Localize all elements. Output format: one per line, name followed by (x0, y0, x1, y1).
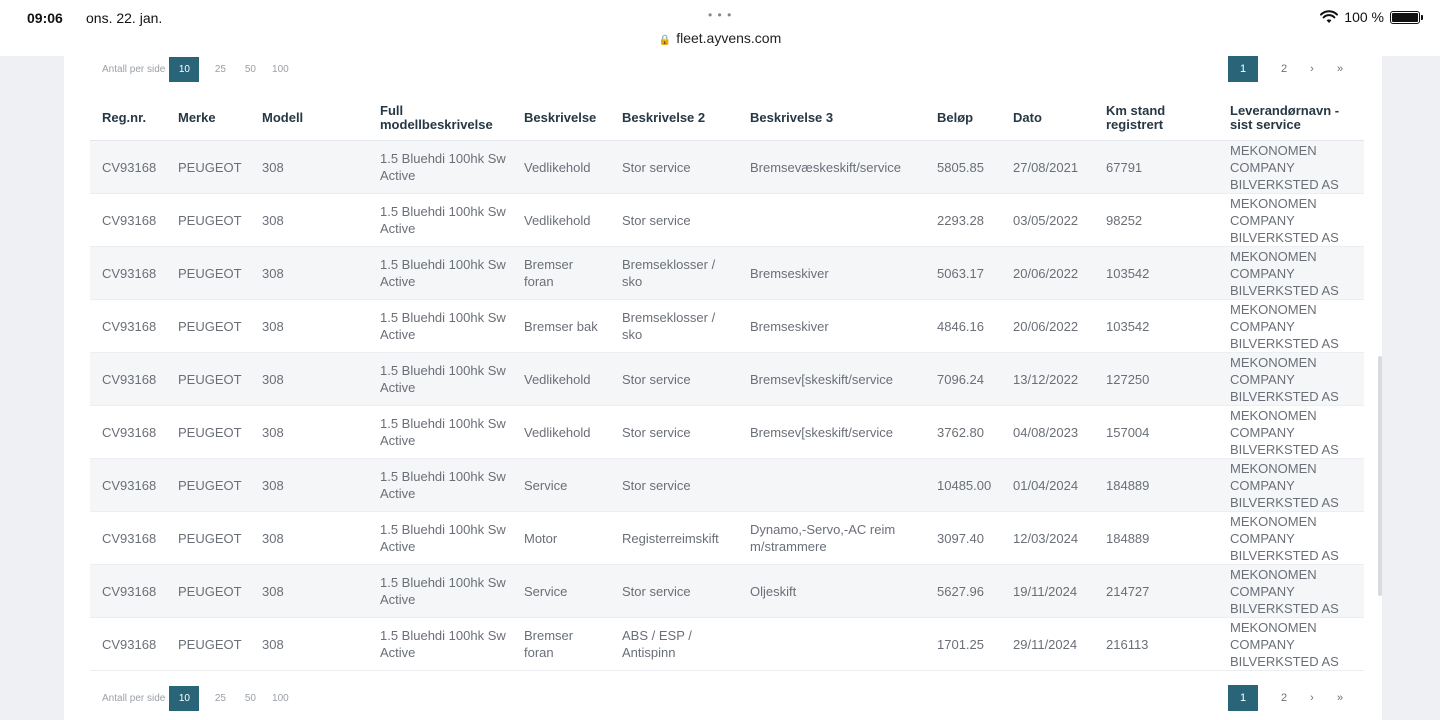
cell-col-modell: 308 (250, 565, 368, 618)
cell-col-km: 67791 (1094, 141, 1218, 194)
cell-col-merke: PEUGEOT (166, 194, 250, 247)
cell-col-merke: PEUGEOT (166, 459, 250, 512)
cell-col-beskrivelse-3: Bremseskiver (738, 300, 925, 353)
header-col-modell[interactable]: Modell (250, 96, 368, 141)
cell-col-modell: 308 (250, 141, 368, 194)
page-2-button[interactable]: 2 (1280, 692, 1288, 704)
cell-col-beskrivelse: Vedlikehold (512, 406, 610, 459)
cell-col-belop: 5805.85 (925, 141, 1001, 194)
per-page-option-50[interactable]: 50 (244, 63, 256, 75)
cell-col-merke: PEUGEOT (166, 141, 250, 194)
per-page-option-100[interactable]: 100 (272, 63, 289, 75)
cell-col-beskrivelse-2: Stor service (610, 141, 738, 194)
cell-col-km: 216113 (1094, 618, 1218, 671)
browser-status-bar (0, 0, 1440, 56)
cell-col-regnr: CV93168 (90, 512, 166, 565)
cell-col-beskrivelse: Vedlikehold (512, 353, 610, 406)
cell-col-belop: 5063.17 (925, 247, 1001, 300)
cell-col-leverandor: MEKONOMEN COMPANY BILVERKSTED AS (1218, 618, 1364, 671)
cell-col-leverandor: MEKONOMEN COMPANY BILVERKSTED AS (1218, 565, 1364, 618)
table-row[interactable] (90, 459, 1364, 512)
cell-col-leverandor: MEKONOMEN COMPANY BILVERKSTED AS (1218, 247, 1364, 300)
cell-col-beskrivelse-3: Bremsev[skeskift/service (738, 406, 925, 459)
page-1-button[interactable]: 1 (1228, 56, 1258, 82)
cell-col-full-model: 1.5 Bluehdi 100hk Sw Active (368, 512, 512, 565)
cell-col-dato: 04/08/2023 (1001, 406, 1094, 459)
cell-col-beskrivelse: Service (512, 459, 610, 512)
header-col-regnr[interactable]: Reg.nr. (90, 96, 166, 141)
table-row[interactable] (90, 406, 1364, 459)
cell-col-beskrivelse-2: Stor service (610, 406, 738, 459)
cell-col-beskrivelse-2: Bremseklosser / sko (610, 247, 738, 300)
cell-col-leverandor: MEKONOMEN COMPANY BILVERKSTED AS (1218, 406, 1364, 459)
wifi-icon (1320, 10, 1338, 24)
cell-col-regnr: CV93168 (90, 406, 166, 459)
cell-col-dato: 27/08/2021 (1001, 141, 1094, 194)
cell-col-dato: 29/11/2024 (1001, 618, 1094, 671)
per-page-option-10[interactable]: 10 (169, 686, 199, 711)
pagination-top (102, 56, 1372, 82)
cell-col-full-model: 1.5 Bluehdi 100hk Sw Active (368, 459, 512, 512)
cell-col-beskrivelse-3 (738, 459, 925, 512)
cell-col-full-model: 1.5 Bluehdi 100hk Sw Active (368, 353, 512, 406)
header-col-merke[interactable]: Merke (166, 96, 250, 141)
cell-col-leverandor: MEKONOMEN COMPANY BILVERKSTED AS (1218, 459, 1364, 512)
cell-col-belop: 2293.28 (925, 194, 1001, 247)
cell-col-leverandor: MEKONOMEN COMPANY BILVERKSTED AS (1218, 512, 1364, 565)
cell-col-beskrivelse-3: Bremsev[skeskift/service (738, 353, 925, 406)
clock: 09:06 (27, 10, 63, 26)
last-page-icon[interactable]: » (1336, 692, 1344, 704)
cell-col-dato: 03/05/2022 (1001, 194, 1094, 247)
cell-col-beskrivelse-3: Dynamo,-Servo,-AC reim m/strammere (738, 512, 925, 565)
cell-col-full-model: 1.5 Bluehdi 100hk Sw Active (368, 406, 512, 459)
per-page-label: Antall per side (102, 63, 166, 75)
page-navigation (1224, 56, 1354, 82)
table-row[interactable] (90, 141, 1364, 194)
per-page-selector (102, 57, 295, 82)
per-page-option-10[interactable]: 10 (169, 57, 199, 82)
cell-col-full-model: 1.5 Bluehdi 100hk Sw Active (368, 194, 512, 247)
header-col-beskrivelse[interactable]: Beskrivelse (512, 96, 610, 141)
cell-col-km: 184889 (1094, 512, 1218, 565)
per-page-option-25[interactable]: 25 (214, 63, 226, 75)
cell-col-km: 103542 (1094, 247, 1218, 300)
per-page-label: Antall per side (102, 692, 166, 704)
cell-col-modell: 308 (250, 247, 368, 300)
pagination-bottom (102, 685, 1372, 711)
cell-col-merke: PEUGEOT (166, 300, 250, 353)
cell-col-beskrivelse-3: Bremsevæskeskift/service (738, 141, 925, 194)
cell-col-leverandor: MEKONOMEN COMPANY BILVERKSTED AS (1218, 194, 1364, 247)
cell-col-merke: PEUGEOT (166, 618, 250, 671)
vertical-scrollbar[interactable] (1378, 356, 1382, 596)
cell-col-full-model: 1.5 Bluehdi 100hk Sw Active (368, 141, 512, 194)
cell-col-belop: 10485.00 (925, 459, 1001, 512)
cell-col-leverandor: MEKONOMEN COMPANY BILVERKSTED AS (1218, 353, 1364, 406)
cell-col-regnr: CV93168 (90, 618, 166, 671)
cell-col-modell: 308 (250, 406, 368, 459)
cell-col-km: 98252 (1094, 194, 1218, 247)
cell-col-beskrivelse-2: Stor service (610, 194, 738, 247)
cell-col-beskrivelse-2: Stor service (610, 565, 738, 618)
cell-col-dato: 12/03/2024 (1001, 512, 1094, 565)
table-row[interactable] (90, 300, 1364, 353)
per-page-option-50[interactable]: 50 (244, 692, 256, 704)
cell-col-modell: 308 (250, 194, 368, 247)
cell-col-regnr: CV93168 (90, 300, 166, 353)
cell-col-beskrivelse-2: Stor service (610, 459, 738, 512)
cell-col-regnr: CV93168 (90, 459, 166, 512)
cell-col-beskrivelse-3 (738, 618, 925, 671)
cell-col-belop: 4846.16 (925, 300, 1001, 353)
cell-col-beskrivelse: Bremser bak (512, 300, 610, 353)
cell-col-beskrivelse: Vedlikehold (512, 194, 610, 247)
lock-icon: 🔒 (658, 35, 672, 46)
status-icons (1320, 9, 1420, 25)
cell-col-beskrivelse: Motor (512, 512, 610, 565)
cell-col-dato: 13/12/2022 (1001, 353, 1094, 406)
header-col-beskrivelse-2[interactable]: Beskrivelse 2 (610, 96, 738, 141)
cell-col-beskrivelse-2: ABS / ESP / Antispinn (610, 618, 738, 671)
next-page-icon[interactable]: › (1310, 692, 1314, 704)
address-bar[interactable] (0, 30, 1440, 46)
cell-col-dato: 20/06/2022 (1001, 300, 1094, 353)
cell-col-beskrivelse: Vedlikehold (512, 141, 610, 194)
more-dots-icon[interactable]: • • • (708, 8, 733, 22)
cell-col-regnr: CV93168 (90, 141, 166, 194)
cell-col-merke: PEUGEOT (166, 353, 250, 406)
cell-col-modell: 308 (250, 512, 368, 565)
cell-col-full-model: 1.5 Bluehdi 100hk Sw Active (368, 300, 512, 353)
header-col-km[interactable]: Km stand registrert (1094, 96, 1218, 141)
cell-col-beskrivelse: Bremser foran (512, 247, 610, 300)
cell-col-beskrivelse: Bremser foran (512, 618, 610, 671)
cell-col-belop: 3762.80 (925, 406, 1001, 459)
page-navigation (1224, 685, 1354, 711)
cell-col-belop: 7096.24 (925, 353, 1001, 406)
table-row[interactable] (90, 247, 1364, 300)
table-row[interactable] (90, 565, 1364, 618)
cell-col-merke: PEUGEOT (166, 565, 250, 618)
cell-col-km: 127250 (1094, 353, 1218, 406)
battery-percent: 100 % (1344, 9, 1384, 25)
cell-col-beskrivelse-2: Stor service (610, 353, 738, 406)
cell-col-merke: PEUGEOT (166, 406, 250, 459)
cell-col-full-model: 1.5 Bluehdi 100hk Sw Active (368, 565, 512, 618)
cell-col-beskrivelse-2: Registerreimskift (610, 512, 738, 565)
cell-col-leverandor: MEKONOMEN COMPANY BILVERKSTED AS (1218, 141, 1364, 194)
cell-col-modell: 308 (250, 459, 368, 512)
cell-col-beskrivelse-3: Oljeskift (738, 565, 925, 618)
table-row[interactable] (90, 618, 1364, 671)
cell-col-modell: 308 (250, 618, 368, 671)
cell-col-regnr: CV93168 (90, 247, 166, 300)
per-page-option-25[interactable]: 25 (214, 692, 226, 704)
cell-col-beskrivelse: Service (512, 565, 610, 618)
cell-col-merke: PEUGEOT (166, 247, 250, 300)
cell-col-dato: 01/04/2024 (1001, 459, 1094, 512)
table-header-row (90, 96, 1364, 141)
header-col-dato[interactable]: Dato (1001, 96, 1094, 141)
date: ons. 22. jan. (86, 10, 163, 26)
next-page-icon[interactable]: › (1310, 63, 1314, 75)
header-col-leverandor[interactable]: Leverandørnavn - sist service (1218, 96, 1364, 141)
cell-col-modell: 308 (250, 300, 368, 353)
cell-col-belop: 1701.25 (925, 618, 1001, 671)
service-table (90, 96, 1364, 671)
cell-col-dato: 20/06/2022 (1001, 247, 1094, 300)
cell-col-full-model: 1.5 Bluehdi 100hk Sw Active (368, 618, 512, 671)
cell-col-modell: 308 (250, 353, 368, 406)
cell-col-leverandor: MEKONOMEN COMPANY BILVERKSTED AS (1218, 300, 1364, 353)
cell-col-dato: 19/11/2024 (1001, 565, 1094, 618)
table-row[interactable] (90, 512, 1364, 565)
page-1-button[interactable]: 1 (1228, 685, 1258, 711)
per-page-option-100[interactable]: 100 (272, 692, 289, 704)
table-row[interactable] (90, 353, 1364, 406)
cell-col-beskrivelse-2: Bremseklosser / sko (610, 300, 738, 353)
battery-icon (1390, 11, 1420, 24)
cell-col-km: 103542 (1094, 300, 1218, 353)
per-page-selector (102, 686, 295, 711)
cell-col-full-model: 1.5 Bluehdi 100hk Sw Active (368, 247, 512, 300)
cell-col-regnr: CV93168 (90, 565, 166, 618)
cell-col-regnr: CV93168 (90, 194, 166, 247)
url-text: fleet.ayvens.com (676, 30, 782, 46)
page-2-button[interactable]: 2 (1280, 63, 1288, 75)
cell-col-belop: 5627.96 (925, 565, 1001, 618)
service-history-panel (64, 56, 1382, 720)
cell-col-belop: 3097.40 (925, 512, 1001, 565)
cell-col-beskrivelse-3: Bremseskiver (738, 247, 925, 300)
cell-col-beskrivelse-3 (738, 194, 925, 247)
cell-col-merke: PEUGEOT (166, 512, 250, 565)
cell-col-km: 184889 (1094, 459, 1218, 512)
cell-col-km: 157004 (1094, 406, 1218, 459)
header-col-beskrivelse-3[interactable]: Beskrivelse 3 (738, 96, 925, 141)
table-row[interactable] (90, 194, 1364, 247)
cell-col-km: 214727 (1094, 565, 1218, 618)
header-col-full-model[interactable]: Full modellbeskrivelse (368, 96, 512, 141)
cell-col-regnr: CV93168 (90, 353, 166, 406)
header-col-belop[interactable]: Beløp (925, 96, 1001, 141)
last-page-icon[interactable]: » (1336, 63, 1344, 75)
